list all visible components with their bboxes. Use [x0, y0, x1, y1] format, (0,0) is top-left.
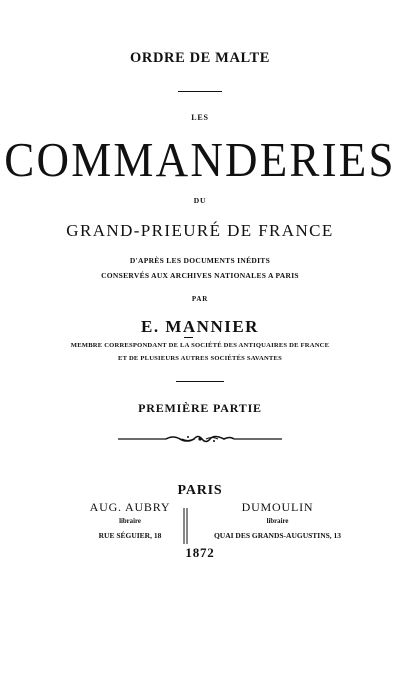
order-heading: ORDRE DE MALTE	[130, 50, 270, 66]
author-title-line-2: ET DE PLUSIEURS AUTRES SOCIÉTÉS SAVANTES	[118, 355, 282, 362]
les-word: LES	[191, 113, 209, 122]
publisher-right	[195, 500, 360, 545]
du-word: DU	[193, 196, 207, 205]
rule-above-part	[176, 381, 224, 382]
part-label: PREMIÈRE PARTIE	[138, 401, 262, 415]
author-title-line-1: MEMBRE CORRESPONDANT DE LA SOCIÉTÉ DES ANTIQUAIRES DE FRANCE	[70, 342, 330, 349]
par-word: PAR	[191, 295, 209, 303]
publication-year: 1872	[185, 545, 215, 560]
rule-under-order	[178, 91, 222, 92]
imprint-city: PARIS	[177, 483, 223, 498]
description-line-2: CONSERVÉS AUX ARCHIVES NATIONALES A PARIS	[101, 271, 299, 280]
author-initial-mark	[184, 337, 193, 338]
publisher-left-role: libraire	[119, 518, 141, 525]
imprint-divider-bars	[182, 508, 190, 544]
publisher-right-name: DUMOULIN	[241, 500, 314, 514]
ornament-divider-icon	[118, 432, 282, 446]
description-line-1: D'APRÈS LES DOCUMENTS INÉDITS	[129, 256, 271, 265]
publisher-right-address: QUAI DES GRANDS-AUGUSTINS, 13	[213, 531, 342, 540]
subtitle: GRAND-PRIEURÉ DE FRANCE	[66, 221, 334, 240]
main-title: COMMANDERIES	[4, 133, 396, 187]
author-name: E. MANNIER	[141, 317, 259, 336]
publisher-right-role: libraire	[266, 518, 289, 525]
publisher-left-name: AUG. AUBRY	[89, 500, 171, 514]
publisher-left-address: RUE SÉGUIER, 18	[98, 531, 162, 540]
